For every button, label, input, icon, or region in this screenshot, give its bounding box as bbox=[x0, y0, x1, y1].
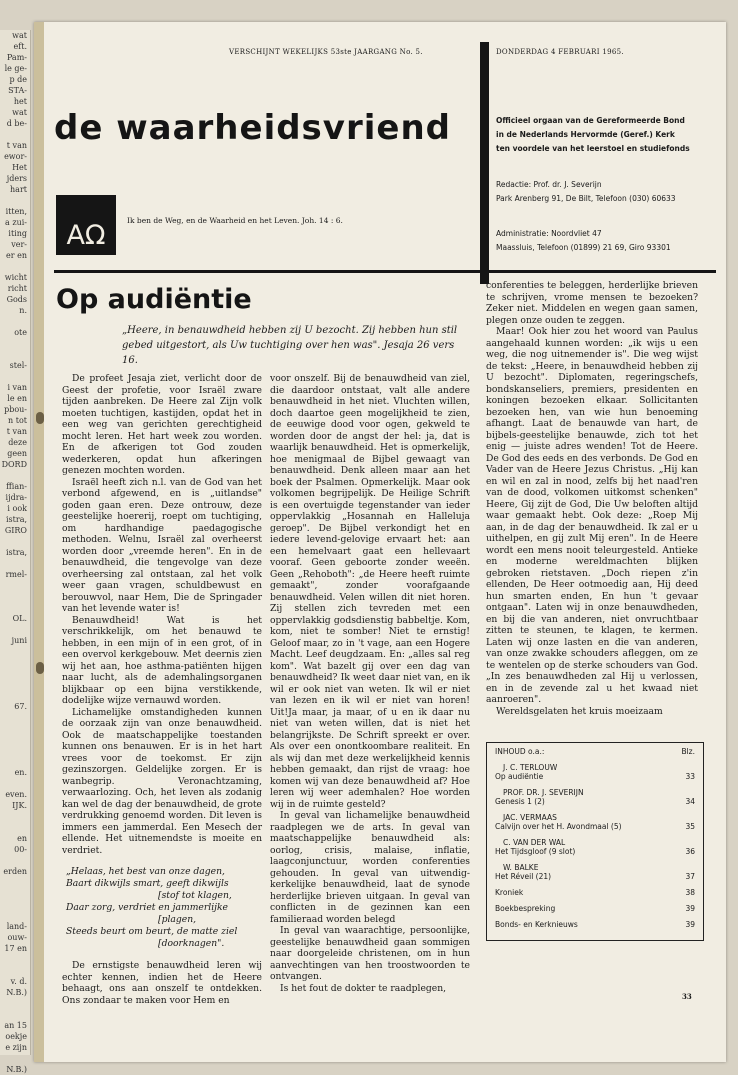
binding-hole bbox=[36, 662, 44, 674]
fragment-line: itten, bbox=[5, 207, 27, 216]
redactie-info bbox=[496, 178, 676, 206]
fragment-line bbox=[0, 624, 30, 635]
fragment-line: pbou- bbox=[4, 405, 27, 414]
toc-items bbox=[495, 763, 695, 929]
toc-item bbox=[495, 920, 695, 929]
poem-line: Baart dikwijls smart, geeft dikwijls bbox=[66, 878, 229, 889]
poem-line: [doorknagen". bbox=[158, 938, 225, 949]
fragment-line bbox=[0, 745, 30, 756]
toc-item bbox=[495, 788, 695, 806]
fragment-line: e zijn bbox=[5, 1043, 27, 1052]
issue-date: DONDERDAG 4 FEBRUARI 1965. bbox=[496, 48, 624, 56]
fragment-line: wat bbox=[12, 31, 27, 40]
toc-page: 39 bbox=[685, 904, 695, 913]
official-line: Officieel orgaan van de Gereformeerde Bond bbox=[496, 116, 685, 125]
toc-author: JAC. VERMAAS bbox=[503, 813, 557, 822]
fragment-line: land- bbox=[6, 922, 27, 931]
fragment-line: ouw- bbox=[7, 933, 27, 942]
fragment-line bbox=[0, 690, 30, 701]
fragment-line: en. bbox=[14, 768, 27, 777]
poem-line: [stof tot klagen, bbox=[158, 890, 232, 901]
toc-page: 35 bbox=[685, 822, 695, 831]
fragment-line: le ge- bbox=[4, 64, 27, 73]
fragment-line bbox=[0, 811, 30, 822]
fragment-line: n tot bbox=[8, 416, 27, 425]
toc-title: Genesis 1 (2) bbox=[495, 797, 545, 806]
toc-page: 33 bbox=[685, 772, 695, 781]
toc-title: Op audiëntie bbox=[495, 772, 544, 781]
fragment-line bbox=[0, 646, 30, 657]
article-title: Op audiëntie bbox=[56, 284, 252, 315]
page-number: 33 bbox=[682, 992, 692, 1001]
fragment-line: p de bbox=[9, 75, 27, 84]
fragment-line: an 15 bbox=[4, 1021, 27, 1030]
toc-line bbox=[495, 904, 695, 913]
poem-line: Daar zorg, verdriet en jammerlijke bbox=[66, 902, 228, 913]
toc-title: Het Tijdsgloof (9 slot) bbox=[495, 847, 576, 856]
toc-page: 39 bbox=[685, 920, 695, 929]
toc-title: Kroniek bbox=[495, 888, 524, 897]
fragment-line: a zui- bbox=[5, 218, 27, 227]
toc-page: 34 bbox=[685, 797, 695, 806]
fragment-line: v. d. bbox=[10, 977, 27, 986]
fragment-line bbox=[0, 822, 30, 833]
toc-title: Bonds- en Kerknieuws bbox=[495, 920, 578, 929]
toc-line bbox=[495, 888, 695, 897]
toc-item bbox=[495, 863, 695, 881]
fragment-line bbox=[0, 888, 30, 899]
official-line: ten voordele van het leerstoel en studiefonds bbox=[496, 144, 690, 153]
fragment-line: t van bbox=[6, 427, 27, 436]
redactie-line: Redactie: Prof. dr. J. Severijn bbox=[496, 180, 602, 189]
fragment-line: Gods bbox=[6, 295, 27, 304]
toc-line bbox=[495, 822, 695, 831]
fragment-line: eft. bbox=[13, 42, 27, 51]
paragraph: De profeet Jesaja ziet, verlicht door de Geest der profetie, voor Israël zware tijden aanbreken. De Heere zal Zijn volk moeten tuchtigen, kastijden, opdat het in een weg van gerichten gerechtigheid mocht leren. Het hart week zou worden. En de afkerigen tot God zouden wederkeren, opdat hun afkeringen genezen mochten worden. bbox=[62, 373, 262, 476]
article-column-1 bbox=[62, 373, 262, 1006]
previous-page-edge bbox=[0, 30, 31, 1074]
fragment-line: le en bbox=[7, 394, 27, 403]
fragment-line: t van bbox=[6, 141, 27, 150]
fragment-line: N.B.) bbox=[6, 1065, 27, 1074]
toc-page-heading: Blz. bbox=[681, 747, 695, 756]
header-rule bbox=[54, 270, 716, 273]
fragment-line bbox=[0, 657, 30, 668]
masthead: de waarheidsvriend bbox=[54, 108, 451, 148]
fragment-line: STA- bbox=[8, 86, 27, 95]
fragment-line: N.B.) bbox=[6, 988, 27, 997]
toc-header bbox=[495, 747, 695, 756]
toc-page: 38 bbox=[685, 888, 695, 897]
fragment-line: i van bbox=[7, 383, 27, 392]
fragment-line: geen bbox=[7, 449, 27, 458]
publication-line: VERSCHIJNT WEKELIJKS 53ste JAARGANG No. 5. bbox=[229, 48, 423, 56]
previous-page-fragments bbox=[0, 30, 30, 1075]
administratie-line: Maassluis, Telefoon (01899) 21 69, Giro 93301 bbox=[496, 243, 671, 252]
fragment-line: en bbox=[17, 834, 27, 843]
fragment-line bbox=[0, 855, 30, 866]
fragment-line bbox=[0, 954, 30, 965]
fragment-line: Het bbox=[12, 163, 27, 172]
fragment-line: ote bbox=[14, 328, 27, 337]
fragment-line bbox=[0, 261, 30, 272]
toc-item bbox=[495, 813, 695, 831]
fragment-line: wat bbox=[12, 108, 27, 117]
fragment-line bbox=[0, 129, 30, 140]
fragment-line: er en bbox=[6, 251, 27, 260]
motto: Ik ben de Weg, en de Waarheid en het Leven. Joh. 14 : 6. bbox=[127, 216, 343, 225]
fragment-line: erden bbox=[3, 867, 27, 876]
fragment-line: ijdra- bbox=[5, 493, 27, 502]
fragment-line: jders bbox=[6, 174, 27, 183]
fragment-line bbox=[0, 580, 30, 591]
fragment-line: wicht bbox=[4, 273, 27, 282]
fragment-line: rmel- bbox=[5, 570, 27, 579]
administratie-info bbox=[496, 227, 671, 255]
fragment-line: 00- bbox=[14, 845, 27, 854]
toc-heading: INHOUD o.a.: bbox=[495, 747, 545, 756]
toc-line bbox=[495, 872, 695, 881]
fragment-line bbox=[0, 536, 30, 547]
fragment-line bbox=[0, 965, 30, 976]
fragment-line bbox=[0, 723, 30, 734]
fragment-line: iting bbox=[8, 229, 27, 238]
binding-spine bbox=[34, 22, 44, 1062]
fragment-line bbox=[0, 591, 30, 602]
paragraph: Lichamelijke omstandigheden kunnen de oorzaak zijn van onze benauwdheid. Ook de maatschappelijke toestanden kunnen ons benauwen. Er is in het hart vrees voor de toekomst. Er zijn gezinszorgen. Geldelijke zorgen. Er is wanbegrip. Veronachtzaming, verwaarlozing. Och, het leven als zodanig kan wel de dag der benauwdheid, de grote verdrukking genoemd worden. Dit leven is immers een jammerdal. Een Mesech der ellende. Het uitnemendste is moeite en verdriet. bbox=[62, 706, 262, 856]
official-line: in de Nederlands Hervormde (Geref.) Kerk bbox=[496, 130, 675, 139]
toc-title: Het Réveil (21) bbox=[495, 872, 552, 881]
fragment-line: i ook bbox=[7, 504, 27, 513]
fragment-line bbox=[0, 470, 30, 481]
fragment-line bbox=[0, 712, 30, 723]
fragment-line: hart bbox=[10, 185, 27, 194]
toc-title: Boekbespreking bbox=[495, 904, 556, 913]
newspaper-page bbox=[34, 22, 726, 1062]
poem-line: [plagen, bbox=[158, 914, 197, 925]
paragraph: In geval van lichamelijke benauwdheid raadplegen we de arts. In geval van maatschappelijke benauwdheid als: oorlog, crisis, malaise, inflatie, laagconjunctuur, worden conferenties gehouden. In geval van uitwendig-kerkelijke benauwdheid, laat de synode herderlijke brieven uitgaan. In geval van conflicten in de gezinnen kan een familieraad worden belegd bbox=[270, 810, 470, 925]
fragment-line bbox=[0, 877, 30, 888]
binding-hole bbox=[36, 412, 44, 424]
toc-item bbox=[495, 763, 695, 781]
fragment-line bbox=[0, 899, 30, 910]
administratie-line: Administratie: Noordvliet 47 bbox=[496, 229, 602, 238]
redactie-line: Park Arenberg 91, De Bilt, Telefoon (030) 60633 bbox=[496, 194, 676, 203]
header-divider bbox=[480, 42, 489, 284]
toc-item bbox=[495, 838, 695, 856]
paragraph: Wereldsgelaten het kruis moeizaam bbox=[496, 705, 663, 717]
fragment-line bbox=[0, 602, 30, 613]
paragraph: In geval van waarachtige, persoonlijke, geestelijke benauwdheid gaan sommigen naar doorgeleide christenen, om in hun aanvechtingen van hen troostwoorden te ontvangen. bbox=[270, 925, 470, 982]
fragment-line bbox=[0, 998, 30, 1009]
toc-line bbox=[495, 772, 695, 781]
fragment-line bbox=[0, 371, 30, 382]
fragment-line: IJK. bbox=[12, 801, 27, 810]
table-of-contents bbox=[486, 742, 704, 941]
toc-line bbox=[495, 920, 695, 929]
paragraph: conferenties te beleggen, herderlijke brieven te schrijven, vrome mensen te bezoeken? Zeker niet. Middelen en wegen gaan samen, plegen onze ouden te zeggen. bbox=[486, 280, 698, 326]
toc-author: J. C. TERLOUW bbox=[503, 763, 558, 772]
paragraph: De ernstigste benauwdheid leren wij echter kennen, indien het de Heere behaagt, ons aan onszelf te ontdekken. Ons zondaar te maken voor Hem en bbox=[62, 960, 262, 1006]
toc-title: Calvijn over het H. Avondmaal (5) bbox=[495, 822, 622, 831]
fragment-line bbox=[0, 756, 30, 767]
fragment-line: stel- bbox=[9, 361, 27, 370]
article-epigraph: „Heere, in benauwdheid hebben zij U bezocht. Zij hebben hun stil gebed uitgestort, als Uw tuchtiging over hen was". Jesaja 26 vers 16. bbox=[122, 325, 458, 366]
fragment-line: DORD bbox=[1, 460, 27, 469]
toc-page: 37 bbox=[685, 872, 695, 881]
fragment-line: istra, bbox=[5, 515, 27, 524]
fragment-line bbox=[0, 679, 30, 690]
fragment-line: 67. bbox=[14, 702, 27, 711]
fragment-line: even. bbox=[5, 790, 27, 799]
toc-line bbox=[495, 797, 695, 806]
fragment-line bbox=[0, 910, 30, 921]
fragment-line: oekje bbox=[5, 1032, 27, 1041]
toc-author: C. VAN DER WAL bbox=[503, 838, 566, 847]
fragment-line: richt bbox=[7, 284, 27, 293]
paragraph: Benauwdheid! Wat is het verschrikkelijk, om het benauwd te hebben, in een mijn of in een grot, of in een overvol kerkgebouw. Met deernis zien wij het aan, hoe asthma-patiënten hijgen naar lucht, als de ademhalingsorganen blijkbaar op een bijna verstikkende, dodelijke wijze vernauwd worden. bbox=[62, 614, 262, 706]
poem-line: „Helaas, het best van onze dagen, bbox=[66, 866, 225, 877]
fragment-line bbox=[0, 1053, 30, 1064]
fragment-line: istra, bbox=[5, 548, 27, 557]
fragment-line bbox=[0, 1009, 30, 1020]
fragment-line: n. bbox=[19, 306, 27, 315]
fragment-line bbox=[0, 338, 30, 349]
paragraph: Israël heeft zich n.l. van de God van het verbond afgewend, en is „uitlandse" goden gaan eren. Deze ontrouw, deze geestelijke hoererij, roept om tuchtiging, om hardhandige paedagogische methoden. Welnu, Israël zal overheerst worden door „vreemde heren". En in de benauwdheid, die tengevolge van deze overheersing zal ontstaan, zal het volk weer gaan vragen, schuldbewust en berouwvol, naar Hem, Die de Springader van het levende water is! bbox=[62, 476, 262, 614]
fragment-line: d be- bbox=[6, 119, 27, 128]
toc-author: PROF. DR. J. SEVERIJN bbox=[503, 788, 584, 797]
paragraph: Maar! Ook hier zou het woord van Paulus aangehaald kunnen worden: „ik wijs u een weg, die nog uitnemender is". Die weg wijst de tekst: „Heere, in benauwdheid hebben zij U bezocht". Diplomaten, regeringschefs, bondskanseliers, premiers, presidenten en koningen bezoeken elkaar. Sollicitanten bezoeken hen, van wie hun benoeming afhangt. Laat de benauwde van hart, de bijbels-geestelijke benauwde, zich tot het enig — juiste adres wenden! Tot de Heere. De God des eeds en des verbonds. De God en Vader van de Heere Jezus Christus. „Hij kan en wil en zal in nood, zelfs bij het naad'ren van de dood, volkomen uitkomst schenken" Heere, Gij zijt de God, Die Uw beloften altijd waar gemaakt hebt. Ook deze: „Roep Mij aan, in de dag der benauwdheid. Ik zal er u uithelpen, en gij zult Mij eren". In de Heere wordt een mens nooit teleurgesteld. Antieke en moderne wereldmachten blijken gebroken rietstaven. „Doch riepen z'in ellenden, De Heer ootmoedig aan, Hij deed hun smarten enden, En hun 't gevaar ontgaan". Laten wij in onze benauwdheden, en bij die van anderen, niet onvruchtbaar zitten te steunen, te klagen, te kermen. Laten wij onze lasten en die van anderen, van onze zwakke schouders afleggen, om ze te wentelen op de sterke schouders van God. „In zes benauwdheden zal Hij u verlossen, en in de zevende zal u het kwaad niet aanroeren". bbox=[486, 326, 698, 705]
toc-line bbox=[495, 847, 695, 856]
fragment-line: GIRO bbox=[4, 526, 27, 535]
fragment-line: deze bbox=[8, 438, 27, 447]
official-organ-info bbox=[496, 114, 690, 156]
paragraph: Is het fout de dokter te raadplegen, bbox=[280, 982, 447, 994]
fragment-line: ffian- bbox=[6, 482, 27, 491]
fragment-line bbox=[0, 734, 30, 745]
fragment-line: juni bbox=[11, 636, 27, 645]
poem-line: Steeds beurt om beurt, de matte ziel bbox=[66, 926, 238, 937]
fragment-line bbox=[0, 349, 30, 360]
fragment-line bbox=[0, 668, 30, 679]
toc-item bbox=[495, 904, 695, 913]
fragment-line bbox=[0, 316, 30, 327]
toc-page: 36 bbox=[685, 847, 695, 856]
fragment-line: ewor- bbox=[4, 152, 27, 161]
fragment-line: 17 en bbox=[4, 944, 27, 953]
poem bbox=[66, 866, 262, 950]
fragment-line: OL. bbox=[12, 614, 27, 623]
article-column-3 bbox=[486, 280, 698, 717]
article-column-2 bbox=[270, 373, 470, 994]
fragment-line: ver- bbox=[11, 240, 27, 249]
paragraph: voor onszelf. Bij de benauwdheid van ziel, die daardoor ontstaat, valt alle andere benauwdheid in het niet. Vluchten willen, doch daartoe geen mogelijkheid te zien, de eeuwige dood voor ogen, gekweld te worden door de angst der hel: ja, dat is waarlijk benauwdheid. Het is opmerkelijk, hoe menigmaal de Bijbel gewaagt van benauwdheid. Denk alleen maar aan het boek der Psalmen. Opmerkelijk. Maar ook volkomen begrijpelijk. De Heilige Schrift is een overtuigde tegenstander van ieder oppervlakkig „Hosannah en Halleluja geroep". De Bijbel verkondigt het en iedere levend-gelovige ervaart het: aan een hemelvaart gaat een hellevaart vooraf. Geen geboorte zonder weeën. Geen „Rehoboth": „de Heere heeft ruimte gemaakt", zonder voorafgaande benauwdheid. Velen willen dit niet horen. Zij stellen zich tevreden met een oppervlakkig godsdienstig babbeltje. Kom, kom, niet te somber! Niet te ernstig! Geloof maar, zo in 't vage, aan een Hogere Macht. Leef deugdzaam. En: „alles sal reg kom". Wat bazelt gij over een dag van benauwdheid? Ik weet daar niet van, en ik wil er ook niet van weten. Ik wil er niet van lezen en ik wil er niet van horen! Uit!Ja maar, ja maar, of u en ik daar nu niet van weten willen, dat is niet het belangrijkste. De Schrift spreekt er over. Als over een onontkoombare realiteit. En als wij dan met deze werkelijkheid kennis hebben gemaakt, dan rijst de vraag: hoe komen wij van deze benauwdheid af? Hoe leren wij weer ademhalen? Hoe worden wij in de ruimte gesteld? bbox=[270, 373, 470, 810]
fragment-line bbox=[0, 778, 30, 789]
toc-item bbox=[495, 888, 695, 897]
toc-author: W. BALKE bbox=[503, 863, 539, 872]
fragment-line bbox=[0, 558, 30, 569]
fragment-line bbox=[0, 195, 30, 206]
fragment-line: het bbox=[13, 97, 27, 106]
alpha-omega-logo: ΑΩ bbox=[56, 195, 116, 255]
fragment-line: Pam- bbox=[6, 53, 27, 62]
